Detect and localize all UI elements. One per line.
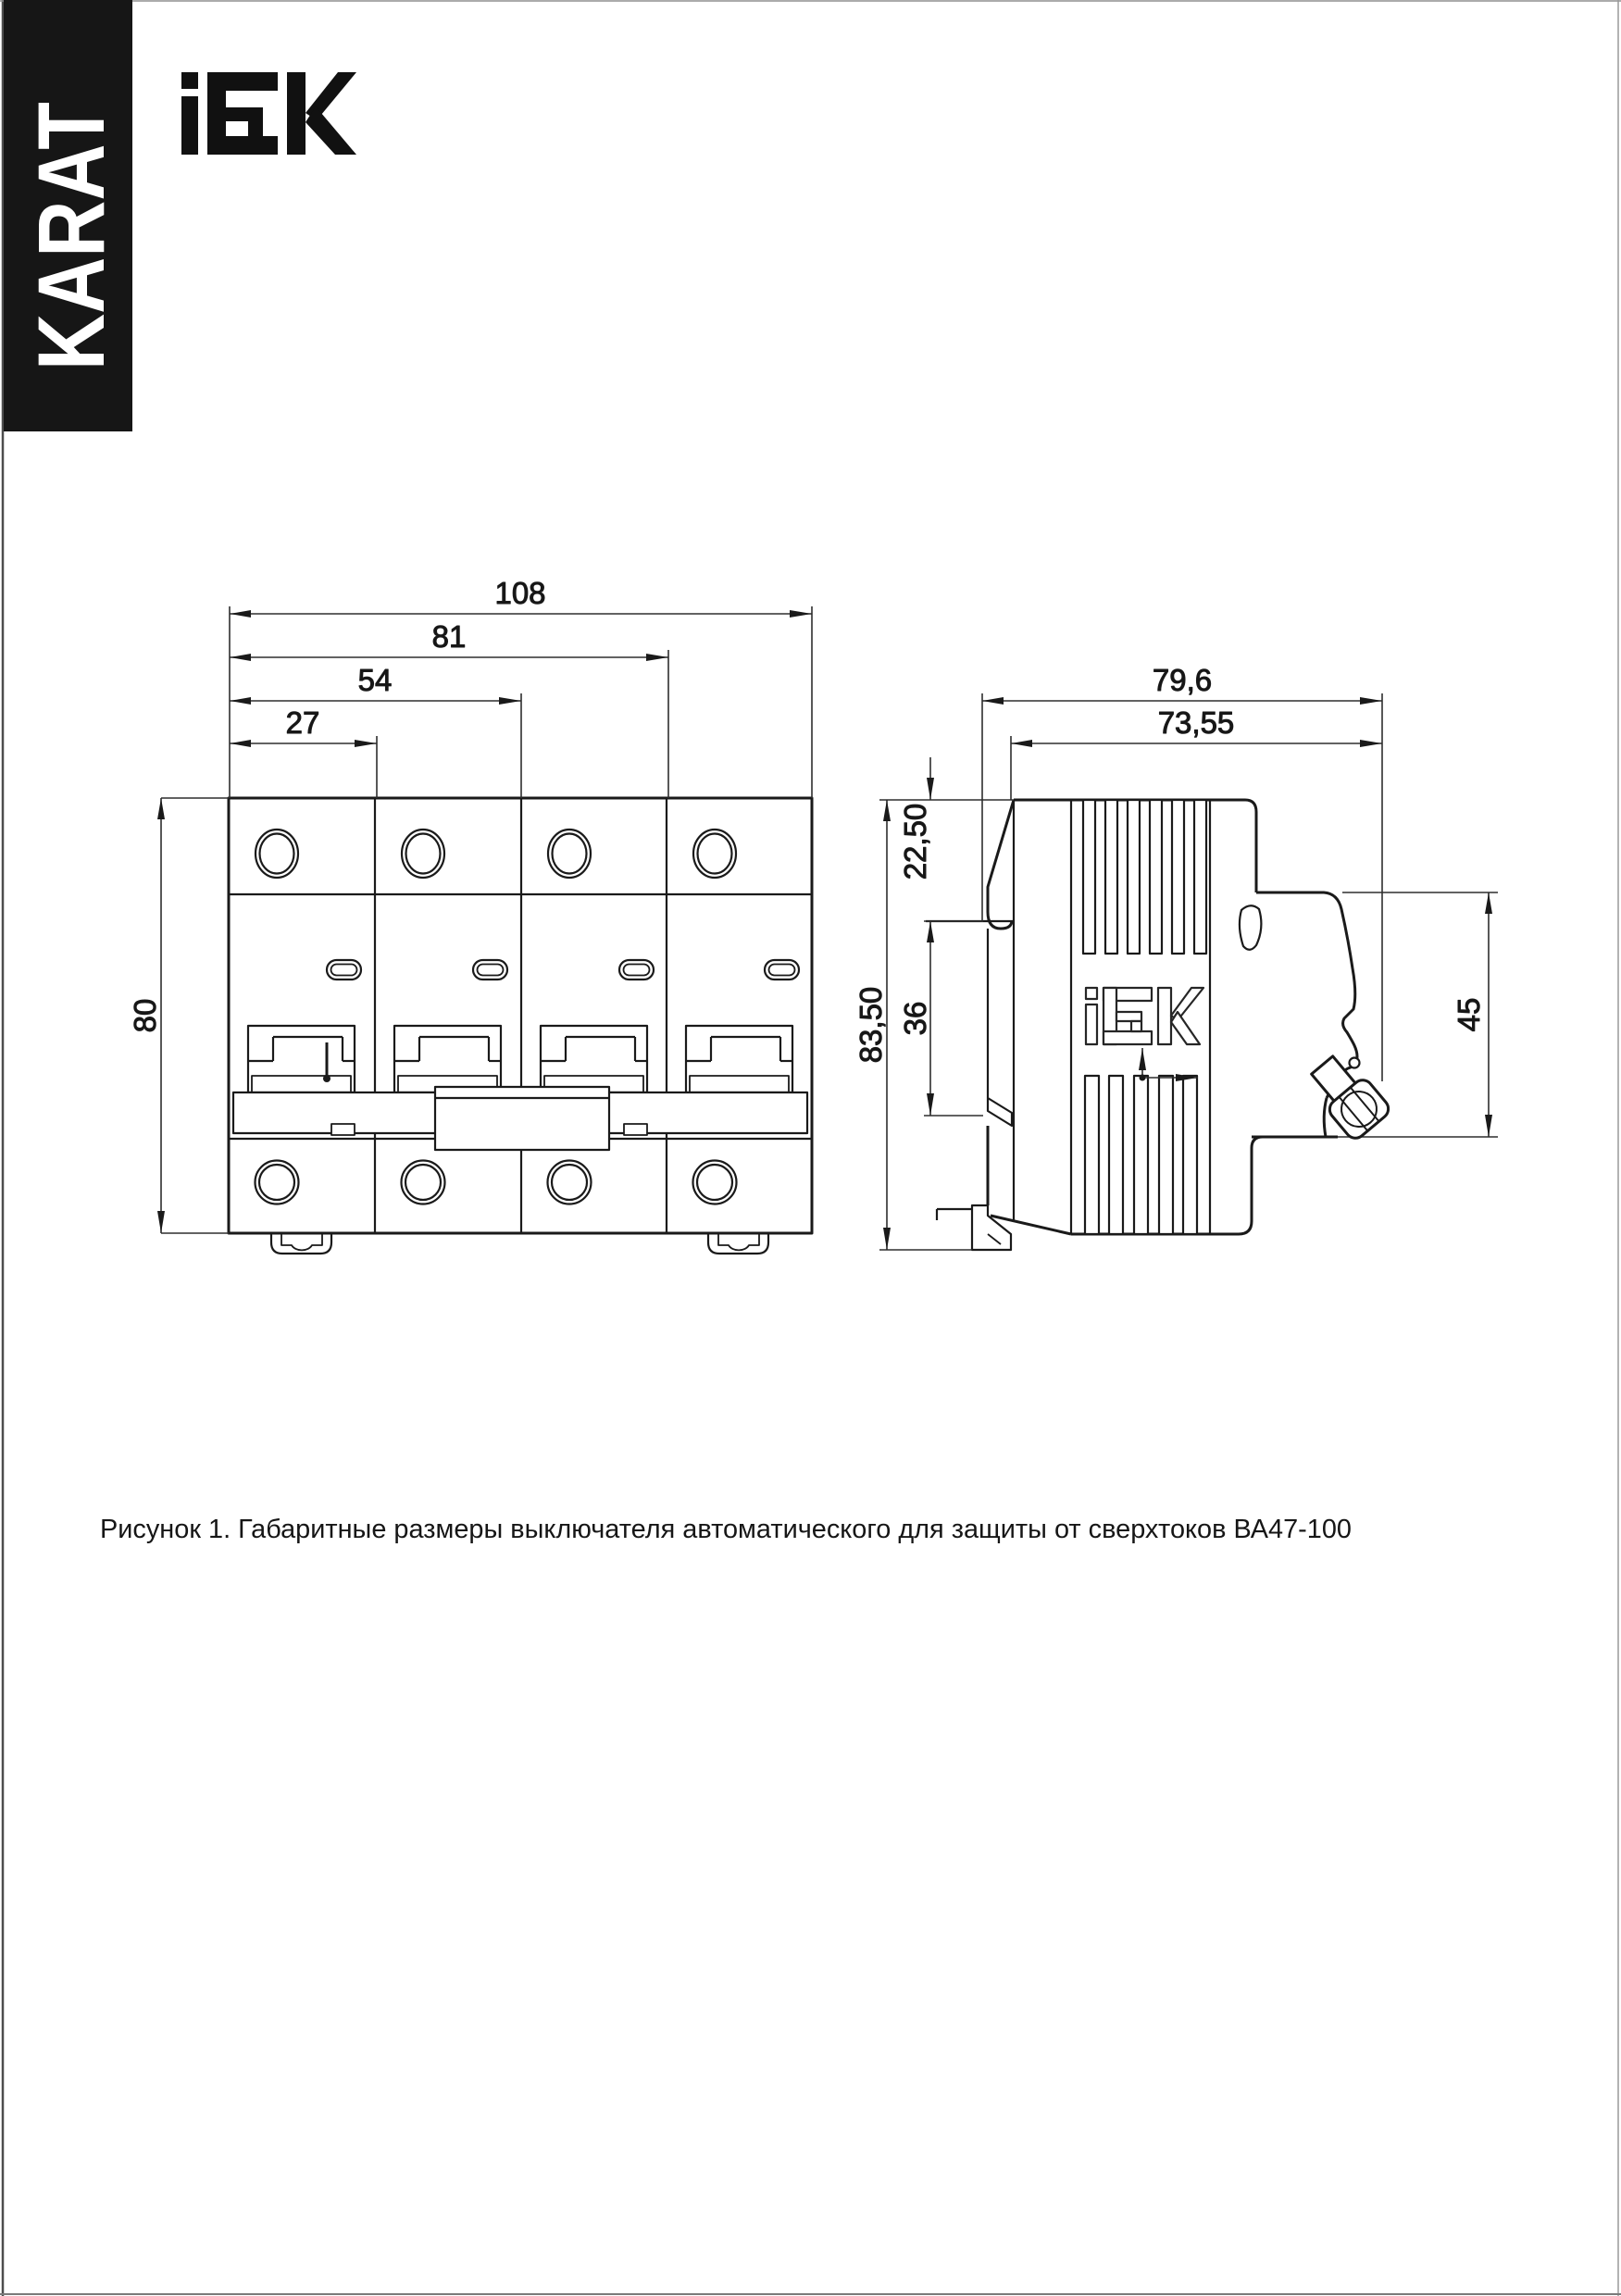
dim-45: 45 (1452, 997, 1486, 1032)
iek-logo-outline (1086, 988, 1203, 1044)
toggle-handle (1303, 1049, 1392, 1142)
dim-79-6: 79,6 (1152, 663, 1213, 697)
din-clip-left (271, 1233, 331, 1254)
karat-banner (4, 0, 132, 431)
front-view (128, 576, 812, 1254)
dim-108: 108 (494, 576, 546, 610)
ventilation-slats-upper (1083, 800, 1206, 954)
dim-81: 81 (431, 619, 467, 654)
dim-36: 36 (898, 1001, 932, 1036)
ventilation-slats-lower (1085, 1076, 1197, 1234)
din-clip-right (708, 1233, 768, 1254)
dim-83-50: 83,50 (854, 986, 888, 1064)
dim-27: 27 (285, 705, 320, 740)
iek-logo (181, 72, 356, 155)
dim-22-50: 22,50 (898, 803, 932, 880)
figure-caption: Рисунок 1. Габаритные размеры выключателя автоматического для защиты от сверхтоков ВА47-100 (100, 1515, 1352, 1544)
side-view (854, 663, 1498, 1250)
karat-brand-text: KARAT (19, 46, 124, 370)
dim-80: 80 (128, 998, 162, 1033)
dim-54: 54 (357, 663, 393, 697)
central-coupling-block (435, 1087, 609, 1150)
front-groove (1240, 905, 1360, 1067)
dim-73-55: 73,55 (1157, 705, 1235, 740)
